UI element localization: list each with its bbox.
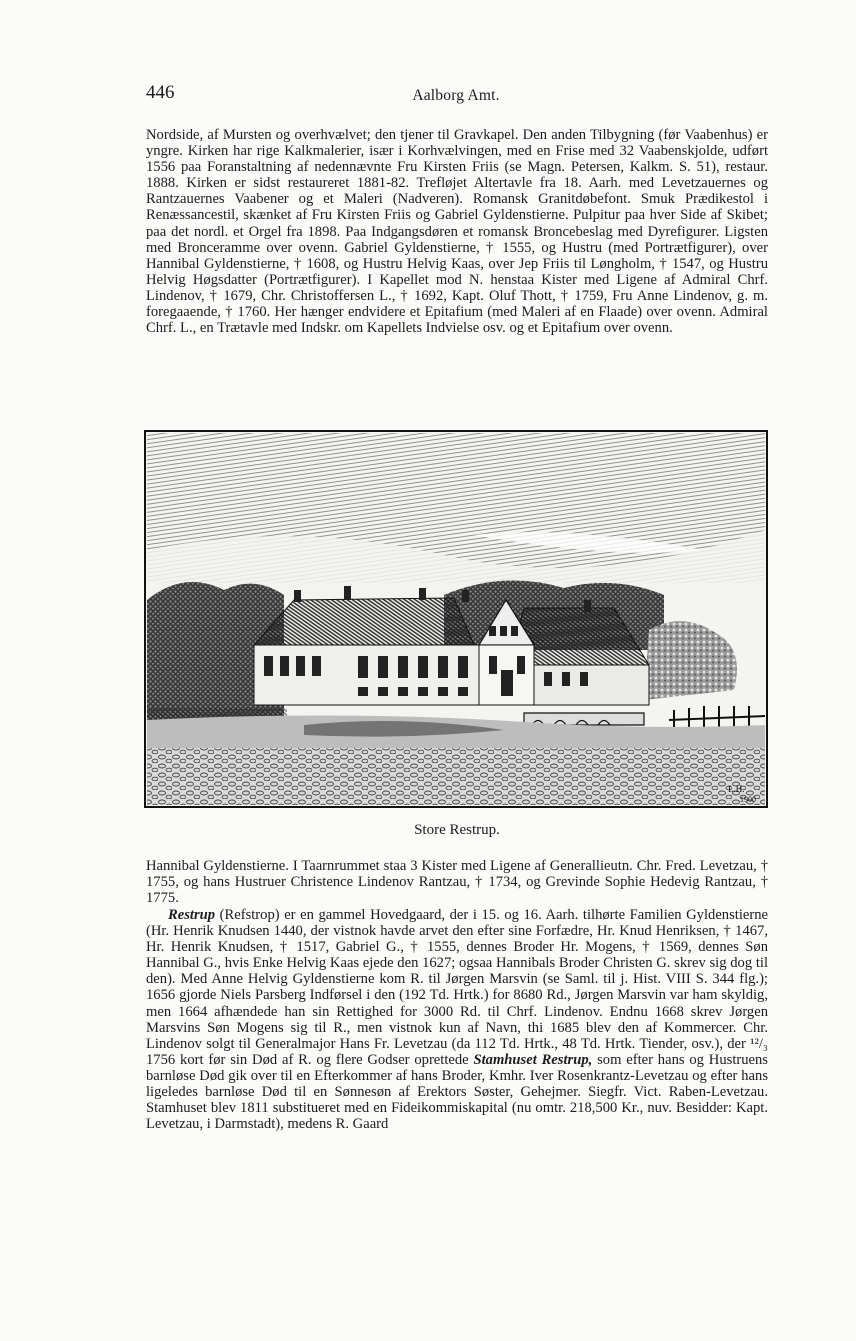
paragraph-taarnrummet: Hannibal Gyldenstierne. I Taarnrummet staa 3 Kister med Ligene af Generallieutn. Chr. Fred. Levetzau, † 1755, og hans Hustruer Christence Lindenov Rantzau, † 1734, og Grevinde Sophie Hedevig Rantzau, † 1775. [146, 858, 768, 907]
restrup-heading-term: Restrup [168, 907, 216, 923]
paragraph-continuation: Nordside, af Mursten og overhvælvet; den tjener til Gravkapel. Den anden Tilbygning (før Vaabenhus) er yngre. Kirken har rige Kalkmalerier, især i Korhvælvingen, med en Frise med 32 Vaabenskjolde, udført 1556 paa Foranstaltning af nedennævnte Fru Kirsten Friis (se Magn. Petersen, Kalkm. S. 51), restaur. 1888. Kirken er sidst restaureret 1881-82. Trefløjet Altertavle fra 18. Aarh. med Levetzauernes og Rantzauernes Vaabener og et Maleri (Nadveren). Romansk Granitdøbefont. Smuk Prædikestol i Renæssancestil, skænket af Fru Kirsten Friis og Gabriel Gyldenstierne. Pulpitur paa hver Side af Skibet; paa det nordl. et Orgel fra 1898. Paa Indgangsdøren et romansk Broncebeslag med Dyrefigurer. Ligsten med Broncеramme over ovenn. Gabriel Gyldenstierne, † 1555, og Hustru (med Portrætfigurer), over Hannibal Gyldenstierne, † 1608, og Hustru Helvig Kaas, over Jep Friis til Løngholm, † 1547, og Hustru Helvig Høgsdatter (Portrætfigurer). I Kapellet mod N. henstaa Kister med Ligene af Admiral Chrf. Lindenov, † 1679, Chr. Christoffersen L., † 1692, Kapt. Oluf Thott, † 1759, Fru Anne Lindenov, g. m. foregaaende, † 1760. Her hænger endvidere et Epitafium (med Maleri af en Flaade) over ovenn. Admiral Chrf. L., en Trætavle med Indskr. om Kapellets Indvielse osv. og et Epitafium over ovenn. [146, 127, 768, 337]
page-header [146, 82, 766, 106]
running-title: Aalborg Amt. [412, 87, 500, 104]
paragraph-restrup [146, 907, 768, 1132]
page-number: 446 [146, 82, 175, 103]
figure-caption: Store Restrup. [414, 822, 500, 838]
date-fraction: ¹²/₃ [750, 1035, 768, 1052]
engraving-store-restrup [144, 430, 768, 808]
restrup-text-b: 1756 kort før sin Død af R. og flere Godser oprettede [146, 1051, 474, 1068]
artist-signature: L.H. [728, 784, 745, 794]
restrup-text-c: som efter hans og Hustruens barnløse Død gik over til en Efterkommer af hans Broder, Kmhr. Iver Rosenkrantz-Levetzau og efter hans ligeledes barnløse Død til en Sønnesøn af Erektors Søster, Gehejmer. Siegfr. Vict. Raben-Levetzau. Stamhuset blev 1811 substitueret med en Fideikommiskapital (nu omtr. 218,500 Kr., nuv. Besidder: Kapt. Levetzau, i Darmstadt), medens R. Gaard [146, 1051, 768, 1133]
stamhus-term: Stamhuset Restrup, [473, 1051, 593, 1068]
restrup-text-a: (Refstrop) er en gammel Hovedgaard, der i 15. og 16. Aarh. tilhørte Familien Gyldenstierne (Hr. Henrik Knudsen 1440, der vistnok havde arvet den efter sine Forfædre, Hr. Knud Henriksen, † 1467, Hr. Henrik Knudsen, † 1517, Gabriel G., † 1555, dennes Broder Hr. Mogens, † 1569, dennes Søn Hannibal G., hvis Enke Helvig Kaas ejede den 1627; ogsaa Hannibals Broder Christen G. skrev sig dog til den). Med Anne Helvig Gyldenstierne kom R. til Jørgen Marsvin (se Saml. til j. Hist. VIII S. 344 flg.); 1656 gjorde Niels Parsberg Indførsel i den (192 Td. Hrtk.) for 8680 Rd., Jørgen Marsvin var ham skyldig, men 1664 afhændede han sin Rettighed for 3000 Rd. til Chrf. Lindenov. Endnu 1668 skrev Jørgen Marsvins Søn Mogens sig til R., men vistnok kun af Navn, thi 1685 blev den af Kommercer. Chr. Lindenov solgt til Generalmajor Hans Fr. Levetzau (da 112 Td. Hrtk., 48 Td. Hrtk. Tiender, osv.), der [146, 907, 768, 1052]
engraving-year: 1900 [740, 795, 756, 804]
